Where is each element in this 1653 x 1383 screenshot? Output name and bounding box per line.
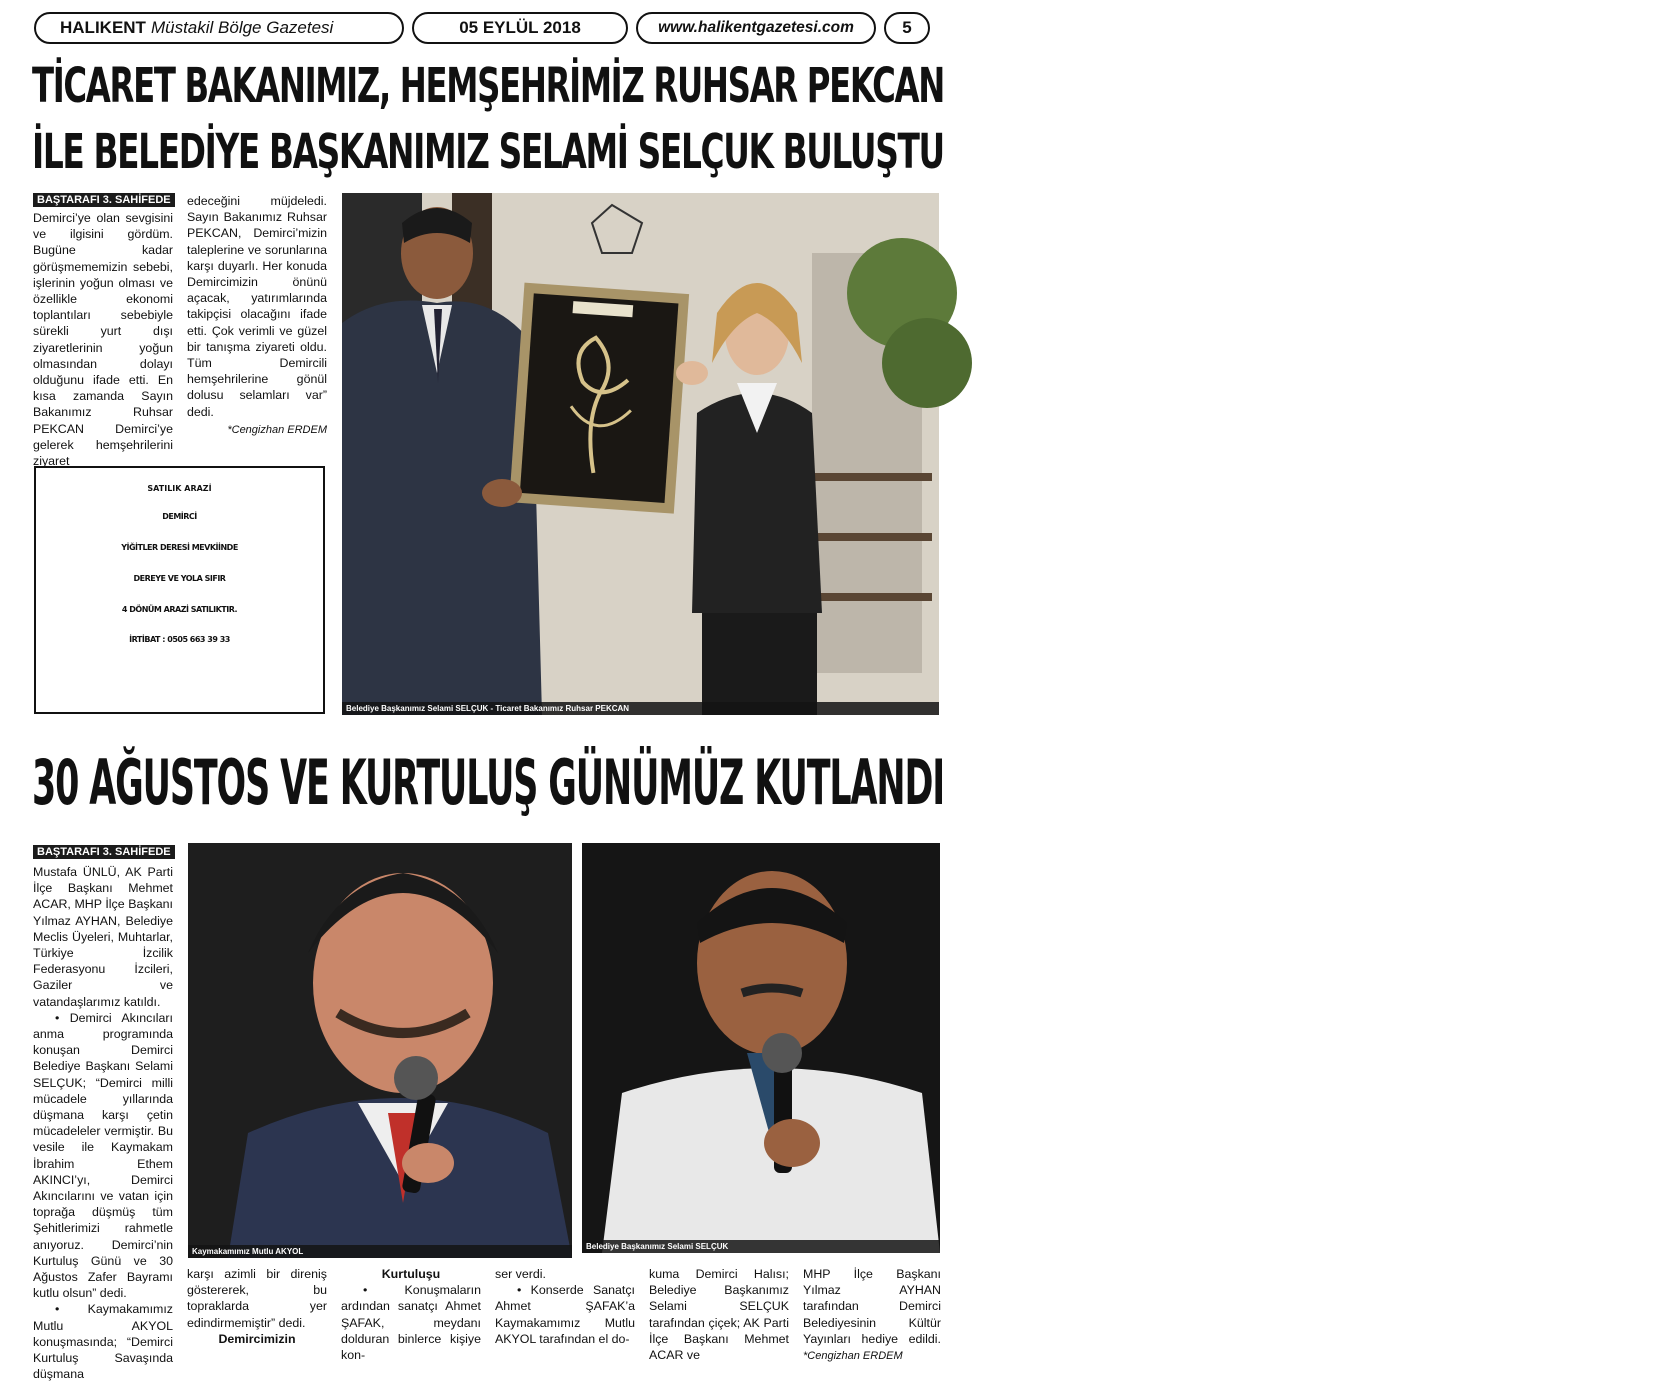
date-pill — [412, 12, 628, 44]
article2-col2-subhead: Demircimizin — [218, 1331, 296, 1346]
article2-col4-p1: ser verdi. — [495, 1267, 546, 1281]
article2-col3-subhead: Kurtuluşu — [381, 1267, 441, 1281]
article2-col3-p1: • Konuşmaların ardından sanatçı Ahmet ŞAFAK, meydanı dolduran binlerce kişiye kon- — [341, 1283, 481, 1363]
page-number: 5 — [902, 18, 912, 37]
paper-name: HALIKENT — [60, 18, 146, 37]
article1-photo — [342, 193, 939, 715]
land-sale-advert — [34, 466, 325, 714]
article2-col2-p1: karşı azimli bir direniş göstererek, bu topraklarda yer edindirmemiştir” dedi. — [187, 1267, 327, 1330]
advert-line-3: DEREYE VE YOLA SIFIR — [133, 574, 226, 583]
article1-headline-text2: İLE BELEDİYE BAŞKANIMIZ SELAMİ SELÇUK BULUŞTU — [32, 124, 944, 180]
website-pill — [636, 12, 876, 44]
advert-line-2: YİĞİTLER DERESİ MEVKİİNDE — [121, 543, 238, 552]
article2-photo-right-caption: Belediye Başkanımız Selami SELÇUK — [582, 1240, 940, 1253]
article1-col1-text: Demirci’ye olan sevgisini ve ilgisini gördüm. Bugüne kadar görüşmememizin sebebi, işlerinin yoğun olması ve özellikle ekonomi toplantıları sebebiyle sürekli yurt dışı ziyaretlerinin yoğun olmasından dolayı olduğunu ifade etti. En kısa zamanda Sayın Bakanımız Ruhsar PEKCAN Demirci’ye gelerek hemşehrilerini ziyaret — [33, 211, 173, 469]
article1-photo-caption: Belediye Başkanımız Selami SELÇUK - Ticaret Bakanımız Ruhsar PEKCAN — [342, 702, 939, 715]
article2-column-3 — [341, 1266, 481, 1363]
article2-photo-right — [582, 843, 940, 1253]
article2-col5-p1: kuma Demirci Halısı; Belediye Başkanımız Selami SELÇUK tarafından çiçek; AK Parti İlçe Başkanı Mehmet ACAR ve — [649, 1267, 789, 1363]
advert-title: SATILIK ARAZİ — [147, 484, 212, 493]
paper-subtitle: Müstakil Bölge Gazetesi — [150, 18, 334, 37]
article2-col6-p1: MHP İlçe Başkanı Yılmaz AYHAN tarafından Demirci Belediyesinin Kültür Yayınları hediye edildi. — [803, 1267, 941, 1346]
article1-continued-tag: BAŞTARAFI 3. SAHİFEDE — [33, 193, 175, 207]
article2-col1-p1: Mustafa ÜNLÜ, AK Parti İlçe Başkanı Mehmet ACAR, MHP İlçe Başkanı Yılmaz AYHAN, Belediye Meclis Üyeleri, Muhtarlar, Türkiye İzcilik Federasyonu İzcileri, Gaziler ve vatandaşlarımız katıldı. — [33, 865, 173, 1009]
article2-photo-left-caption: Kaymakamımız Mutlu AKYOL — [188, 1245, 572, 1258]
photo-illustration — [342, 193, 939, 715]
article2-col1-p3: • Kaymakamımız Mutlu AKYOL konuşmasında; “Demirci Kurtuluş Savaşında düşmana — [33, 1302, 173, 1382]
paper-name-pill — [34, 12, 404, 44]
website-link[interactable]: www.halikentgazetesi.com — [658, 19, 854, 36]
advert-contact: İRTİBAT : 0505 663 39 33 — [129, 635, 230, 644]
article2-column-2 — [187, 1266, 327, 1347]
article1-signature: *Cengizhan ERDEM — [227, 423, 327, 436]
article2-signature: *Cengizhan ERDEM — [803, 1350, 903, 1363]
issue-date: 05 EYLÜL 2018 — [459, 18, 581, 37]
article2-column-1 — [33, 864, 173, 1383]
article1-col2-text: edeceğini müjdeledi. Sayın Bakanımız Ruhsar PEKCAN, Demirci’mizin taleplerine ve sorunlarına karşı duyarlı. Her konuda Demircimizin önünü açacak, yatırımlarında takipçisi olacağını ifade etti. Çok verimli ve güzel bir tanışma ziyareti oldu. Tüm Demircili hemşehrilerine gönül dolusu selamları var” dedi. — [187, 194, 327, 419]
article2-column-6 — [803, 1266, 941, 1364]
photo-left-illustration — [188, 843, 572, 1258]
article2-column-4 — [495, 1266, 635, 1347]
article1-column-1 — [33, 210, 173, 469]
article2-photo-left — [188, 843, 572, 1258]
advert-line-1: DEMİRCİ — [162, 512, 197, 521]
article2-headline — [32, 746, 945, 824]
article1-column-2 — [187, 193, 327, 438]
article2-col4-p2: • Konserde Sanatçı Ahmet ŞAFAK’a Kaymakamımız Mutlu AKYOL tarafından el do- — [495, 1283, 635, 1346]
article2-continued-tag: BAŞTARAFI 3. SAHİFEDE — [33, 845, 175, 859]
article1-headline-line2 — [32, 124, 944, 184]
photo-right-illustration — [582, 843, 940, 1253]
article1-headline-text1: TİCARET BAKANIMIZ, HEMŞEHRİMİZ RUHSAR PEKCAN — [32, 58, 944, 114]
article2-headline-text: 30 AĞUSTOS VE KURTULUŞ GÜNÜMÜZ KUTLANDI — [32, 746, 945, 819]
page-number-pill — [884, 12, 930, 44]
article2-column-5 — [649, 1266, 789, 1363]
article2-col1-p2: • Demirci Akıncıları anma programında konuşan Demirci Belediye Başkanı Selami SELÇUK; “Demirci milli mücadele yıllarında düşmana karşı çetin mücadeleler vermiştir. Bu vesile ile Kaymakam İbrahim Ethem AKINCI’yı, Demirci Akıncılarını ve vatan için toprağa düşmüş tüm Şehitlerimizi rahmetle anıyoruz. Demirci’nin Kurtuluş Günü ve 30 Ağustos Zafer Bayramı kutlu olsun” dedi. — [33, 1010, 173, 1301]
advert-line-4: 4 DÖNÜM ARAZİ SATILIKTIR. — [121, 605, 238, 614]
article1-headline-line1 — [32, 58, 944, 118]
